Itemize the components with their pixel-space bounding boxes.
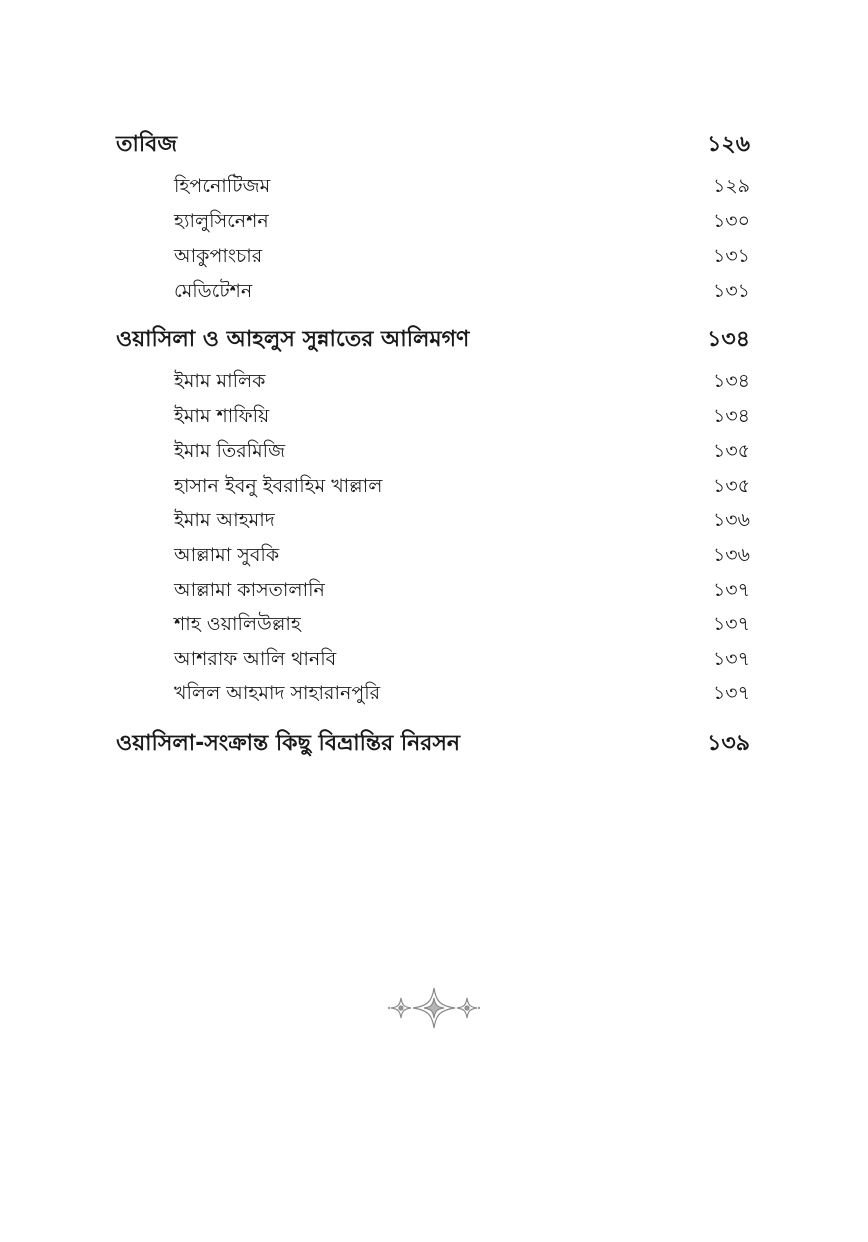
toc-subentry-row — [116, 207, 750, 241]
toc-subentry-title: শাহ ওয়ালিউল্লাহ — [174, 613, 301, 635]
toc-subentry-title: ইমাম তিরমিজি — [174, 440, 286, 462]
toc-subentry-row — [116, 367, 750, 401]
toc-section-title: ওয়াসিলা ও আহলুস সুন্নাতের আলিমগণ — [116, 327, 470, 352]
toc-subentry-row — [116, 645, 750, 679]
toc-subentry-title: খলিল আহমাদ সাহারানপুরি — [174, 682, 381, 704]
toc-subentry-row — [116, 242, 750, 276]
toc-subentry-title: মেডিটেশন — [174, 280, 253, 302]
toc-page-number: ১৩৭ — [712, 648, 750, 670]
toc-page-number: ১৩৭ — [712, 682, 750, 704]
toc-subentry-row — [116, 679, 750, 713]
toc-subentry-row — [116, 541, 750, 575]
toc-subentry-title: আল্লামা কাসতালানি — [174, 579, 325, 601]
toc-subentry-row — [116, 610, 750, 644]
toc-subentry-row — [116, 576, 750, 610]
toc-section-row — [116, 729, 750, 763]
toc-subentry-title: আল্লামা সুবকি — [174, 544, 280, 566]
toc-page-number: ১৩১ — [712, 245, 750, 267]
toc-page-number: ১৩৬ — [712, 509, 750, 531]
toc-page-number: ১২৬ — [707, 132, 750, 157]
toc-subentry-title: আশরাফ আলি থানবি — [174, 648, 337, 670]
toc-section-title: ওয়াসিলা-সংক্রান্ত কিছু বিভ্রান্তির নিরসন — [116, 731, 461, 756]
toc-subentry-title: ইমাম মালিক — [174, 370, 266, 392]
toc-page-number: ১৩৪ — [707, 327, 750, 352]
toc-subentry-row — [116, 472, 750, 506]
toc-page-number: ১৩৪ — [712, 405, 750, 427]
toc-subentry-title: হাসান ইবনু ইবরাহিম খাল্লাল — [174, 475, 383, 497]
toc-subentry-row — [116, 402, 750, 436]
toc-subentry-row — [116, 506, 750, 540]
toc-page-number: ১৩০ — [712, 210, 750, 232]
toc-page-number: ১২৯ — [712, 175, 750, 197]
toc-section-title: তাবিজ — [116, 132, 178, 157]
toc-subentry-row — [116, 437, 750, 471]
toc-page-number: ১৩৯ — [707, 731, 750, 756]
toc-page-number: ১৩৪ — [712, 370, 750, 392]
toc-subentry-title: হ্যালুসিনেশন — [174, 210, 269, 232]
toc-subentry-title: আকুপাংচার — [174, 245, 263, 267]
toc-page-number: ১৩১ — [712, 280, 750, 302]
toc-subentry-title: হিপনোটিজম — [174, 175, 271, 197]
toc-section-row — [116, 130, 750, 164]
toc-page-number: ১৩৭ — [712, 613, 750, 635]
toc-subentry-row — [116, 277, 750, 311]
toc-page-number: ১৩৬ — [712, 544, 750, 566]
toc-subentry-title: ইমাম আহমাদ — [174, 509, 275, 531]
toc-subentry-row — [116, 172, 750, 206]
toc-subentry-title: ইমাম শাফিয়ি — [174, 405, 270, 427]
toc-page-number: ১৩৭ — [712, 579, 750, 601]
toc-section-row — [116, 325, 750, 359]
toc-page-number: ১৩৫ — [712, 440, 750, 462]
toc-page-number: ১৩৫ — [712, 475, 750, 497]
four-point-star-ornament-icon — [385, 986, 483, 1030]
